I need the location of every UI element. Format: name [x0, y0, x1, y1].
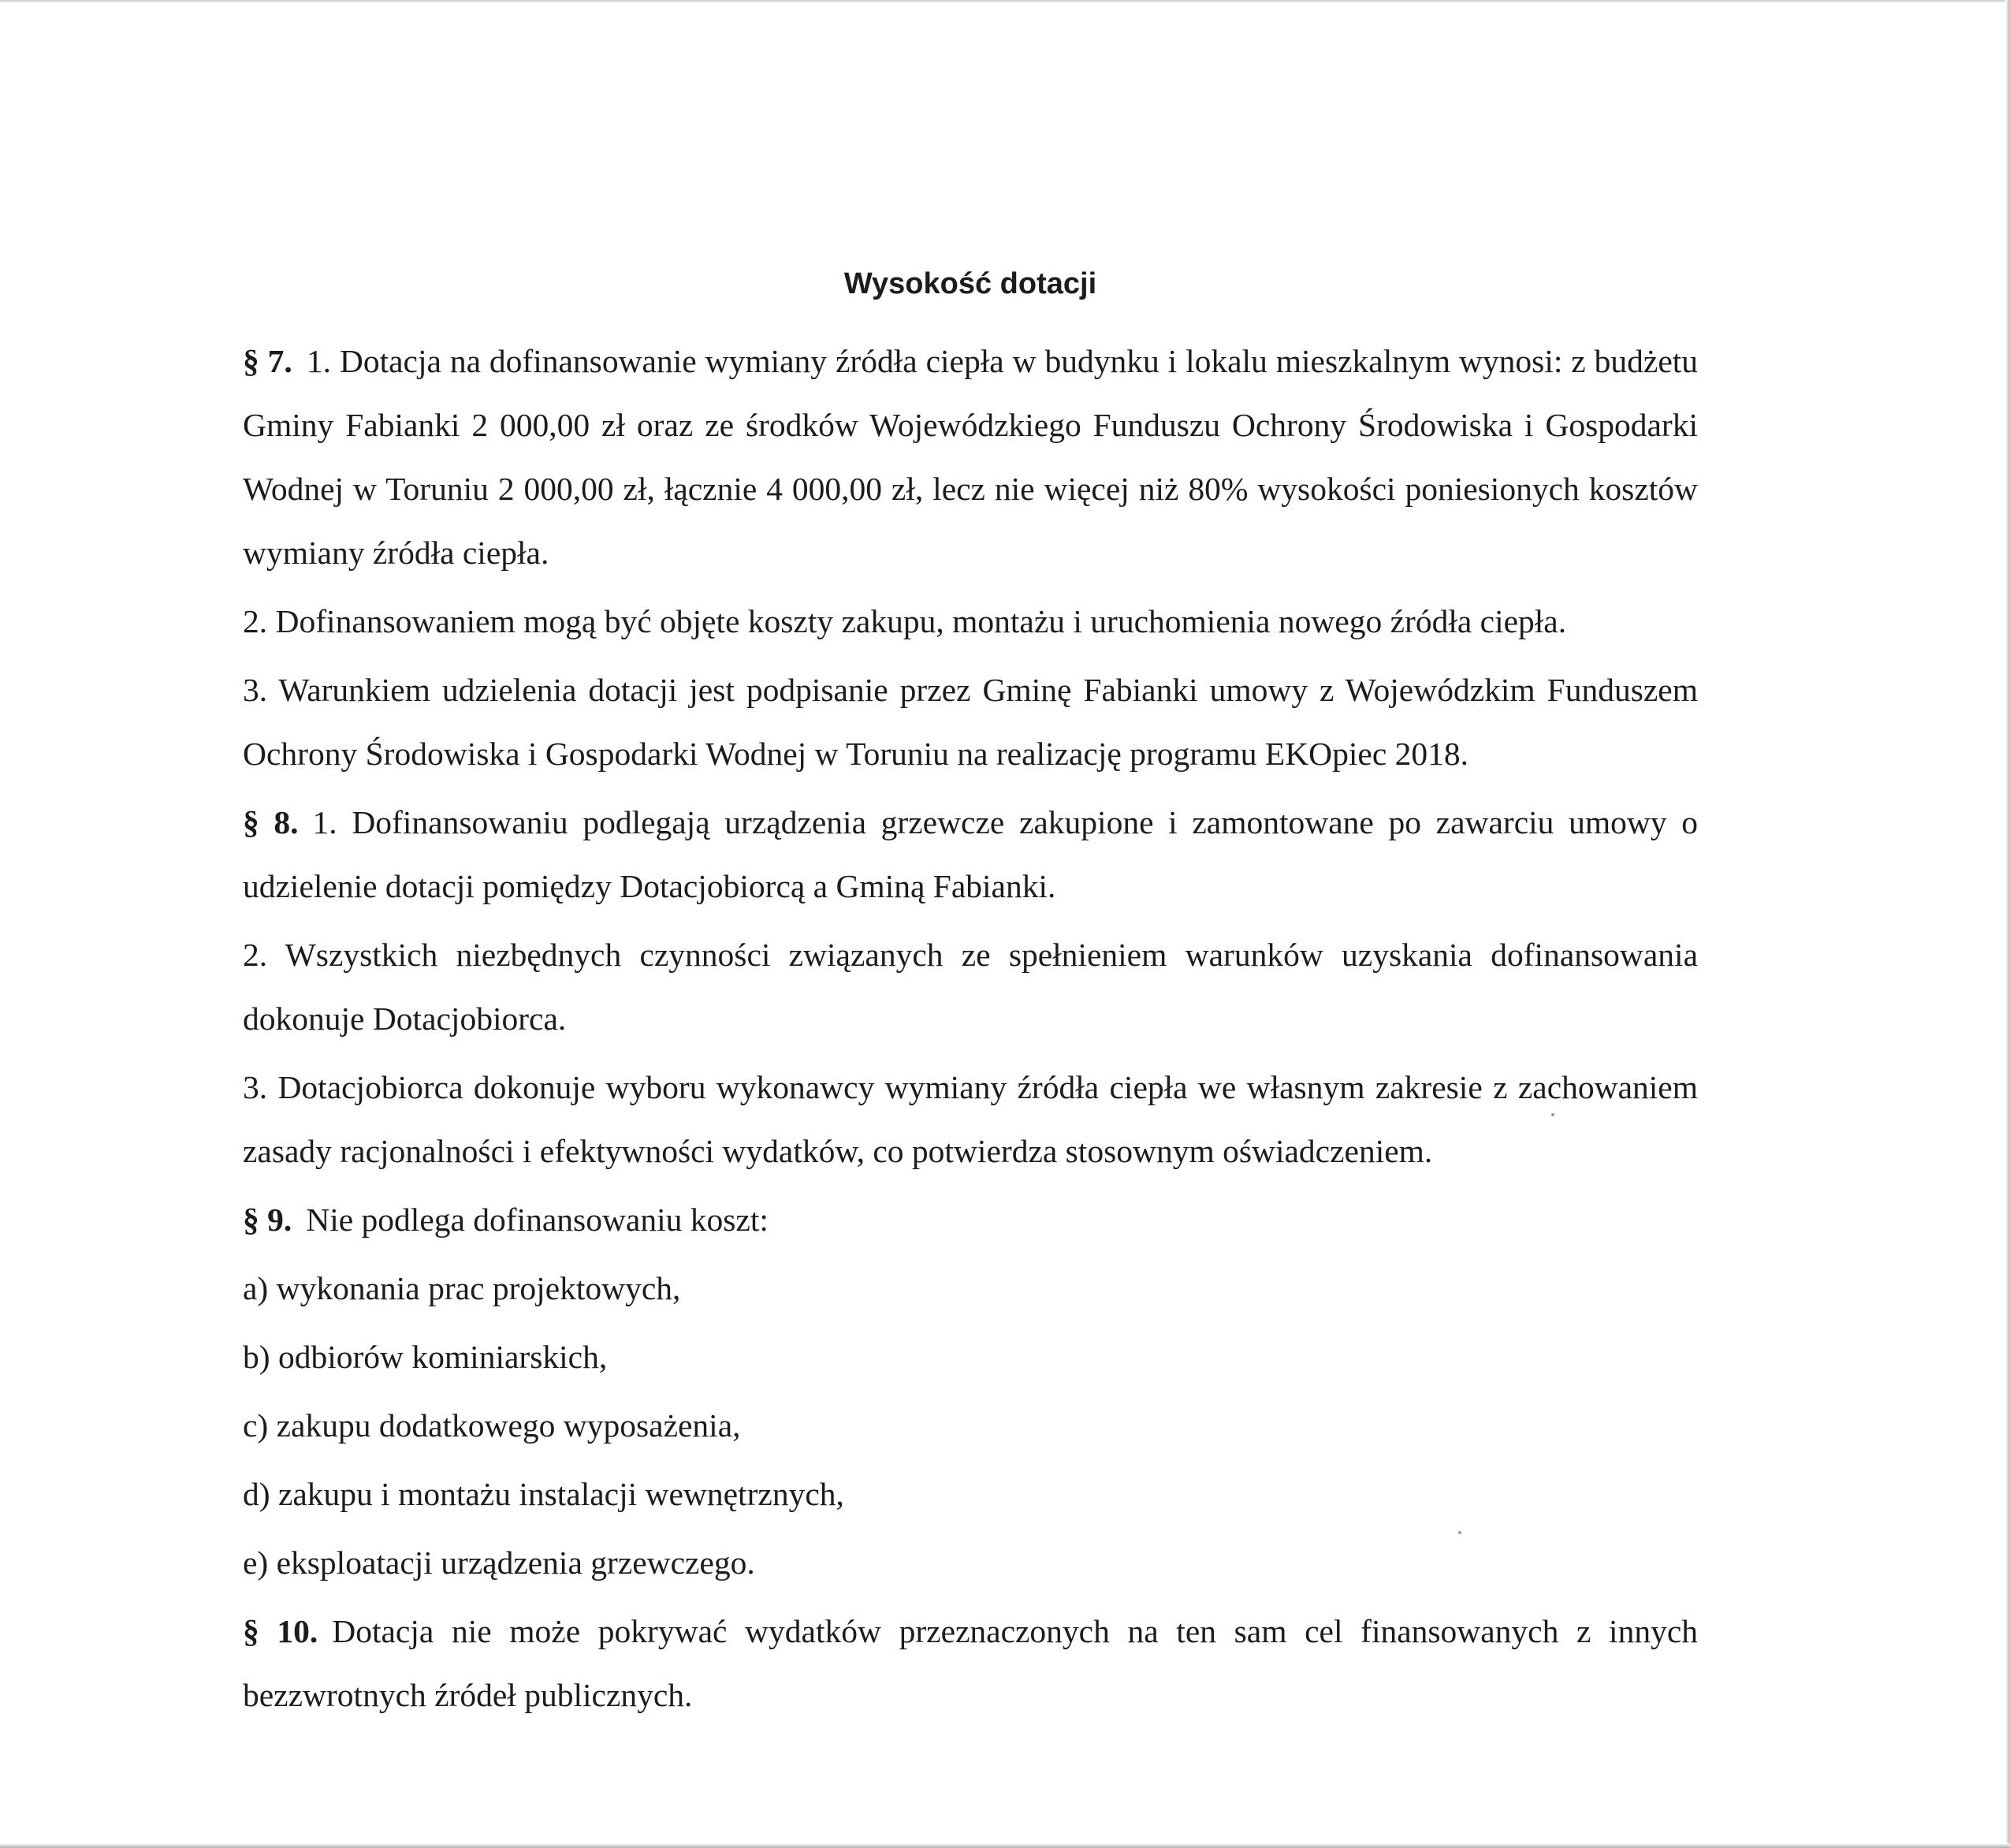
scan-edge-top — [0, 0, 2010, 3]
paragraph-text: 1. Dotacja na dofinansowanie wymiany źródła ciepła w budynku i lokalu mieszkalnym wynosi: z budżetu Gminy Fabianki 2 000,00 zł oraz ze środków Wojewódzkiego Funduszu Ochrony Środowiska i Gospodarki Wodnej w Toruniu 2 000,00 zł, łącznie 4 000,00 zł, lecz nie więcej niż 80% wysokości poniesionych kosztów wymiany źródła ciepła. — [243, 343, 1699, 571]
section-number: § 10. — [243, 1613, 318, 1649]
paragraph-7-1 — [243, 330, 1698, 585]
paragraph-8-2 — [243, 923, 1698, 1051]
list-item: c) zakupu dodatkowego wyposażenia, — [243, 1407, 741, 1444]
paragraph-text: 3. Warunkiem udzielenia dotacji jest podpisanie przez Gminę Fabianki umowy z Wojewódzkim Funduszem Ochrony Środowiska i Gospodarki Wodnej w Toruniu na realizację programu EKOpiec 2018. — [243, 672, 1698, 772]
paragraph-7-3 — [243, 658, 1698, 786]
document-title: Wysokość dotacji — [843, 267, 1097, 300]
document-page — [243, 260, 1698, 1732]
paragraph-10 — [243, 1600, 1698, 1727]
paragraph-text: 2. Dofinansowaniem mogą być objęte koszty zakupu, montażu i uruchomienia nowego źródła ciepła. — [243, 603, 1567, 639]
paragraph-8-1 — [243, 791, 1698, 918]
section-number: § 8. — [243, 804, 299, 840]
paragraph-7-2 — [243, 590, 1698, 654]
paragraph-text: 2. Wszystkich niezbędnych czynności związanych ze spełnieniem warunków uzyskania dofinansowania dokonuje Dotacjobiorca. — [243, 937, 1698, 1037]
scan-edge-right — [2005, 0, 2010, 1848]
paragraph-9 — [243, 1188, 1698, 1252]
section-number: § 9. — [243, 1202, 292, 1238]
paragraph-text: Dotacja nie może pokrywać wydatków przeznaczonych na ten sam cel finansowanych z innych bezzwrotnych źródeł publicznych. — [243, 1613, 1698, 1713]
paragraph-text: 1. Dofinansowaniu podlegają urządzenia grzewcze zakupione i zamontowane po zawarciu umowy o udzielenie dotacji pomiędzy Dotacjobiorcą a Gminą Fabianki. — [243, 804, 1698, 904]
list-item: e) eksploatacji urządzenia grzewczego. — [243, 1544, 755, 1581]
list-item: b) odbiorów kominiarskich, — [243, 1339, 608, 1375]
list-item: d) zakupu i montażu instalacji wewnętrznych, — [243, 1476, 844, 1512]
paragraph-8-3 — [243, 1056, 1698, 1183]
section-number: § 7. — [243, 343, 292, 379]
list-item: a) wykonania prac projektowych, — [243, 1270, 681, 1306]
paragraph-text: 3. Dotacjobiorca dokonuje wyboru wykonawcy wymiany źródła ciepła we własnym zakresie z zachowaniem zasady racjonalności i efektywności wydatków, co potwierdza stosownym oświadczeniem. — [243, 1069, 1698, 1169]
paragraph-text: Nie podlega dofinansowaniu koszt: — [306, 1202, 769, 1238]
scan-edge-bottom — [0, 1843, 2010, 1848]
